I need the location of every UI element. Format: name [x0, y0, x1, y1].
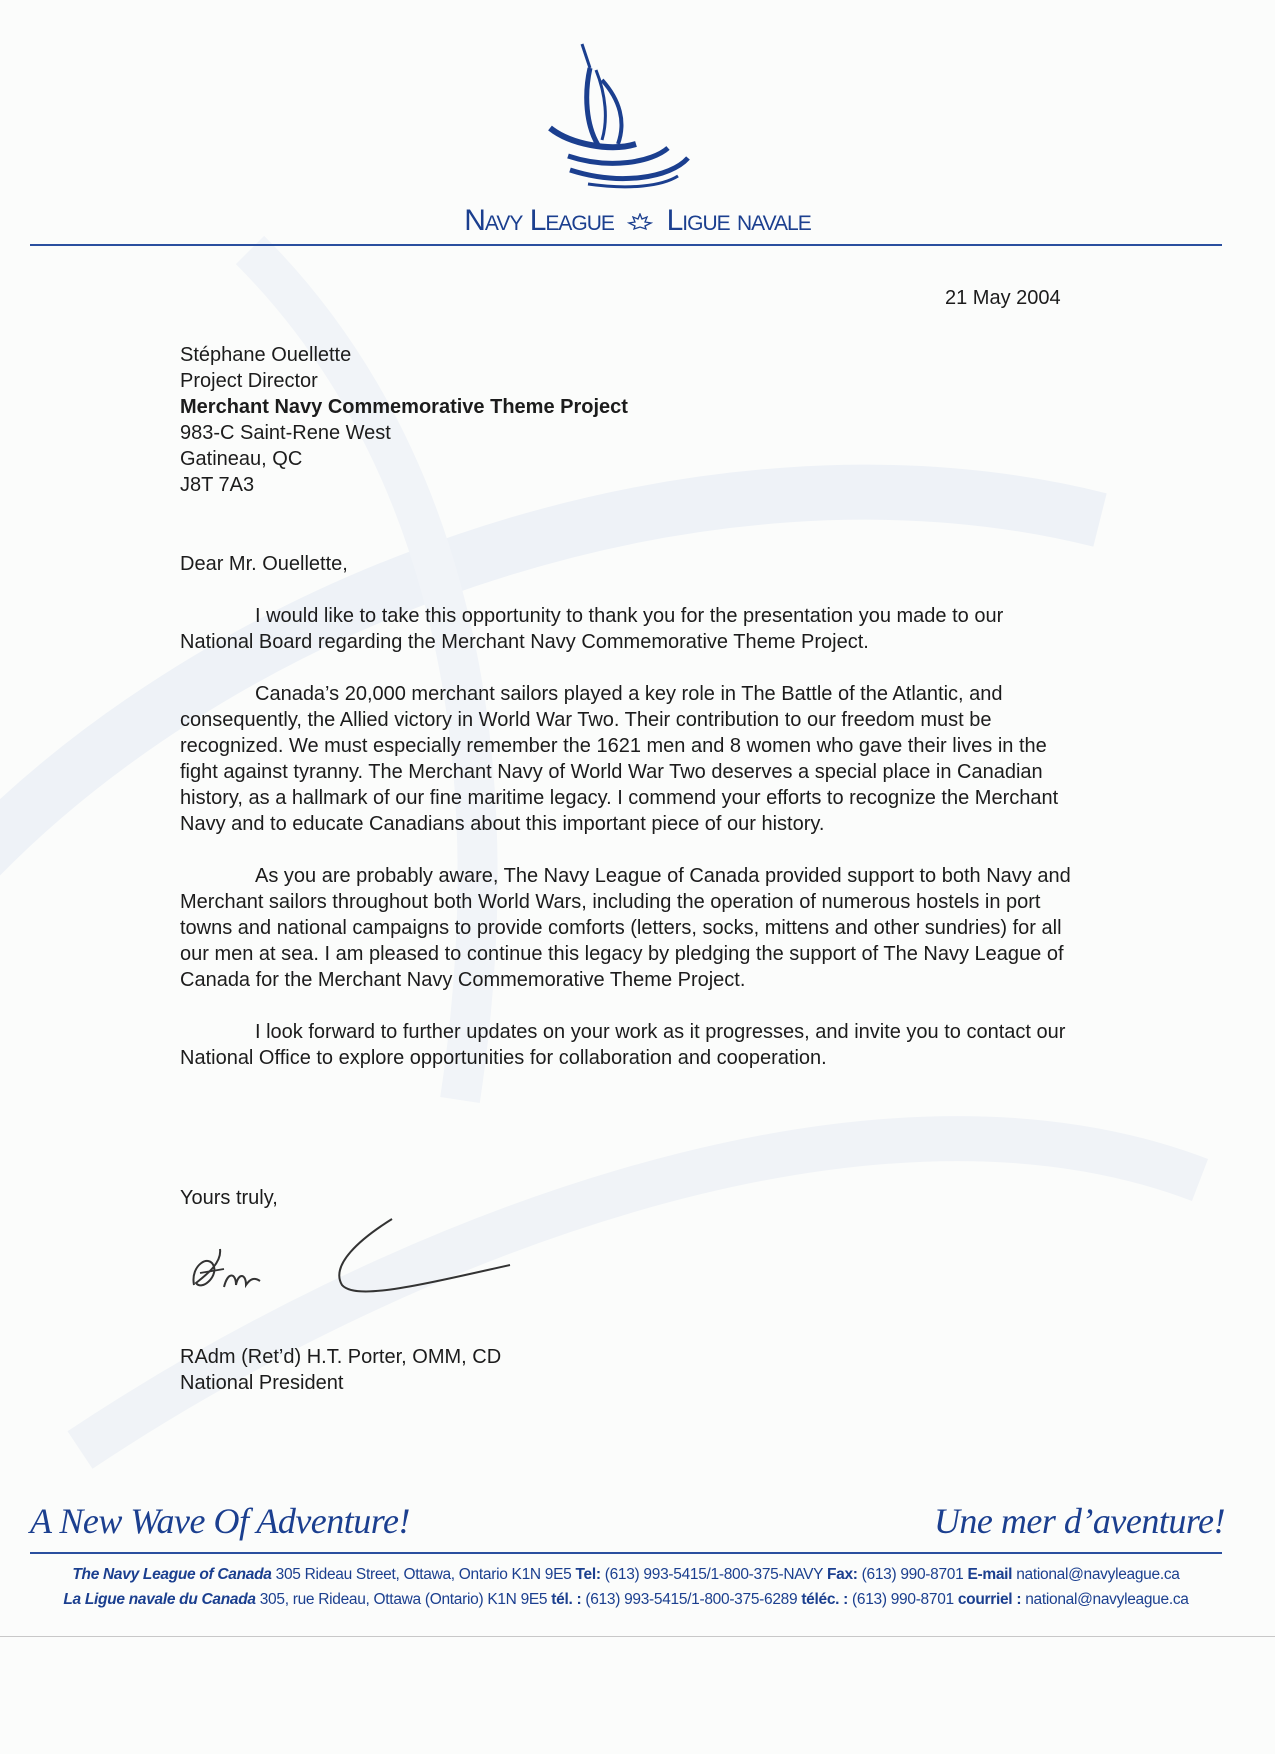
recipient-organization: Merchant Navy Commemorative Theme Project [180, 396, 628, 418]
scan-edge-line [0, 1636, 1275, 1637]
letterhead-brand [0, 204, 1275, 239]
footer-tel: (613) 993-5415/1-800-375-6289 [585, 1591, 798, 1608]
letter-date: 21 May 2004 [945, 287, 1061, 309]
recipient-address [180, 342, 628, 498]
handwritten-signature [180, 1215, 560, 1310]
footer-address: 305 Rideau Street, Ottawa, Ontario K1N 9E5 [275, 1566, 572, 1583]
footer-address: 305, rue Rideau, Ottawa (Ontario) K1N 9E5 [259, 1591, 548, 1608]
body-paragraph: Canada’s 20,000 merchant sailors played a key role in The Battle of the Atlantic, and consequently, the Allied victory in World War Two. Their contribution to our freedom must be recognized. We must especially remember the 1621 men and 8 women who gave their lives in the fight against tyranny. The Merchant Navy of World War Two deserves a special place in Canadian history, as a hallmark of our fine maritime legacy. I commend your efforts to recognize the Merchant Navy and to educate Canadians about this important piece of our history. [180, 683, 1059, 835]
motto-english: A New Wave Of Adventure! [30, 1501, 410, 1541]
signer-name: RAdm (Ret’d) H.T. Porter, OMM, CD [180, 1346, 502, 1368]
letter-body [180, 603, 1080, 1097]
signer-title: National President [180, 1372, 344, 1394]
footer-contact-english [30, 1566, 1222, 1584]
footer-org-english: The Navy League of Canada [72, 1566, 272, 1583]
signer-block [180, 1344, 501, 1396]
brand-english: Navy League [464, 204, 614, 237]
footer-fax: (613) 990-8701 [861, 1566, 964, 1583]
footer-fax-label: téléc. : [801, 1591, 849, 1608]
footer-contact-french [30, 1591, 1222, 1609]
footer-tel-label: Tel: [575, 1566, 601, 1583]
motto-french: Une mer d’aventure! [933, 1501, 1225, 1541]
footer-org-french: La Ligue navale du Canada [63, 1591, 256, 1608]
footer-email-label: E-mail [967, 1566, 1013, 1583]
footer-email-label: courriel : [957, 1591, 1022, 1608]
footer-tel-label: tél. : [551, 1591, 582, 1608]
footer-email: national@navyleague.ca [1025, 1591, 1189, 1608]
closing: Yours truly, [180, 1187, 278, 1209]
footer-divider [30, 1552, 1222, 1554]
sailboat-icon [540, 40, 710, 190]
recipient-postal: J8T 7A3 [180, 474, 255, 496]
body-paragraph: I look forward to further updates on your work as it progresses, and invite you to contact our National Office to explore opportunities for collaboration and cooperation. [180, 1021, 1066, 1069]
footer-email: national@navyleague.ca [1016, 1566, 1180, 1583]
footer-fax-label: Fax: [826, 1566, 858, 1583]
body-paragraph: I would like to take this opportunity to thank you for the presentation you made to our National Board regarding the Merchant Navy Commemorative Theme Project. [180, 605, 1004, 653]
salutation: Dear Mr. Ouellette, [180, 553, 348, 575]
recipient-title: Project Director [180, 370, 318, 392]
letterhead-divider [30, 244, 1222, 246]
brand-french: Ligue navale [666, 204, 811, 237]
footer-tel: (613) 993-5415/1-800-375-NAVY [604, 1566, 823, 1583]
footer-fax: (613) 990-8701 [852, 1591, 954, 1608]
body-paragraph: As you are probably aware, The Navy League of Canada provided support to both Navy and Merchant sailors throughout both World Wars, including the operation of numerous hostels in port towns and national campaigns to provide comforts (letters, socks, mittens and other sundries) for all our men at sea. I am pleased to continue this legacy by pledging the support of The Navy League of Canada for the Merchant Navy Commemorative Theme Project. [180, 865, 1071, 991]
recipient-city: Gatineau, QC [180, 448, 303, 470]
maple-leaf-icon [627, 205, 653, 239]
recipient-name: Stéphane Ouellette [180, 344, 352, 366]
recipient-street: 983-C Saint-Rene West [180, 422, 391, 444]
